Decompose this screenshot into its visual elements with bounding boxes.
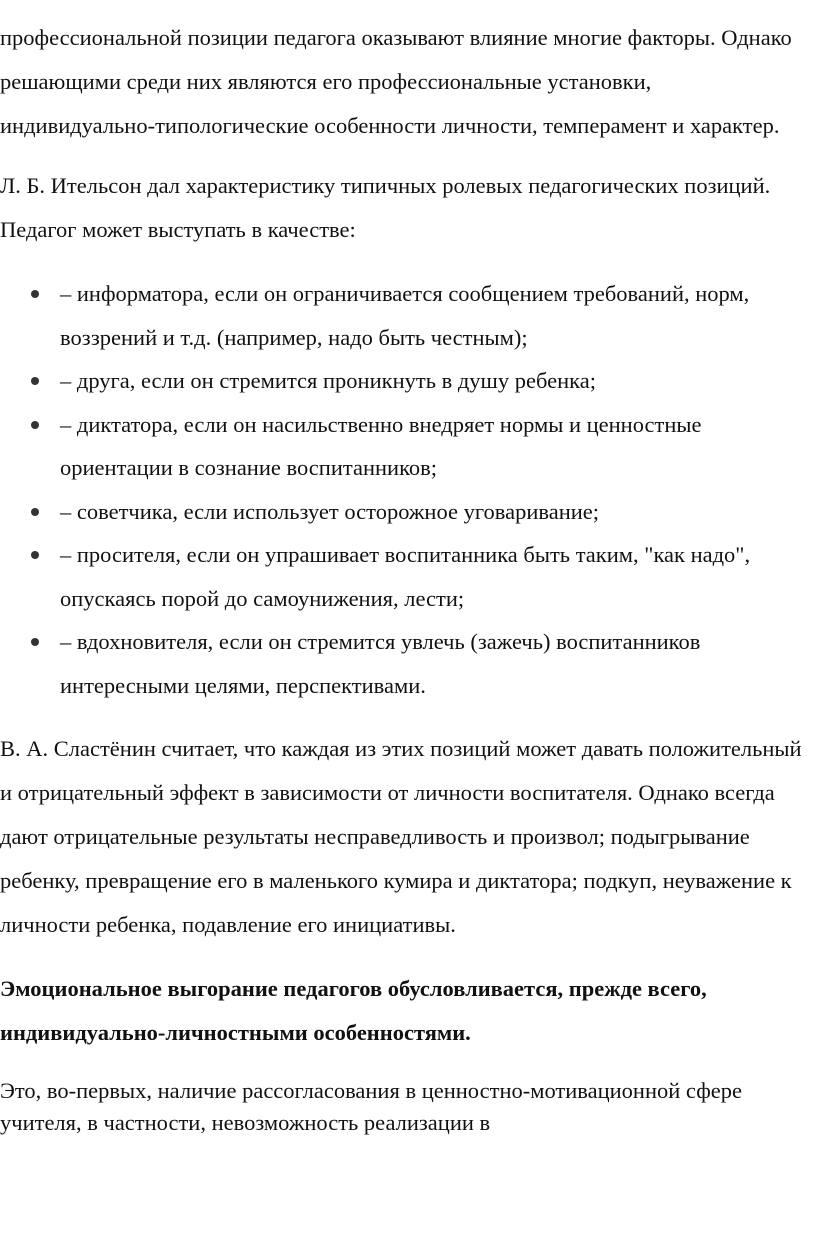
- list-item-text: – советчика, если использует осторожное уговаривание;: [60, 498, 600, 524]
- roles-list: [0, 272, 816, 707]
- paragraph-slastenin: В. А. Сластёнин считает, что каждая из этих позиций может давать положительный и отрицательный эффект в зависимости от личности воспитателя. Однако всегда дают отрицательные результаты несправедливость и произвол; подыгрывание ребенку, превращение его в маленького кумира и диктатора; подкуп, неуважение к личности ребенка, подавление его инициативы.: [0, 736, 802, 937]
- list-item: [0, 533, 816, 620]
- bullet-icon: [31, 508, 39, 516]
- list-item-text: – просителя, если он упрашивает воспитанника быть таким, "как надо", опускаясь порой до самоунижения, лести;: [60, 542, 751, 611]
- list-item: [0, 490, 816, 534]
- bullet-icon: [31, 290, 39, 298]
- paragraph-itelson-intro: Л. Б. Ительсон дал характеристику типичных ролевых педагогических позиций. Педагог может выступать в качестве:: [0, 173, 771, 242]
- list-item: [0, 403, 816, 490]
- list-item-text: – вдохновителя, если он стремится увлечь (зажечь) воспитанников интересными целями, перспективами.: [60, 629, 701, 698]
- list-item: [0, 620, 816, 707]
- list-item-text: – диктатора, если он насильственно внедряет нормы и ценностные ориентации в сознание воспитанников;: [60, 411, 702, 480]
- list-item: [0, 359, 816, 403]
- list-item-text: – информатора, если он ограничивается сообщением требований, норм, воззрений и т.д. (например, надо быть честным);: [60, 281, 750, 350]
- bullet-icon: [31, 551, 39, 559]
- list-item-text: – друга, если он стремится проникнуть в душу ребенка;: [60, 368, 596, 393]
- bullet-icon: [31, 377, 39, 385]
- paragraph-value-mismatch: Это, во-первых, наличие рассогласования в ценностно-мотивационной сфере учителя, в частности, невозможность реализации в: [0, 1078, 742, 1135]
- bullet-icon: [31, 638, 39, 646]
- paragraph-professional-position: профессиональной позиции педагога оказывают влияние многие факторы. Однако решающими среди них являются его профессиональные установки, индивидуально-типологические особенности личности, темперамент и характер.: [0, 25, 792, 138]
- list-item: [0, 272, 816, 359]
- bullet-icon: [31, 421, 39, 429]
- paragraph-emotional-burnout-heading: Эмоциональное выгорание педагогов обусловливается, прежде всего, индивидуально-личностными особенностями.: [0, 976, 707, 1045]
